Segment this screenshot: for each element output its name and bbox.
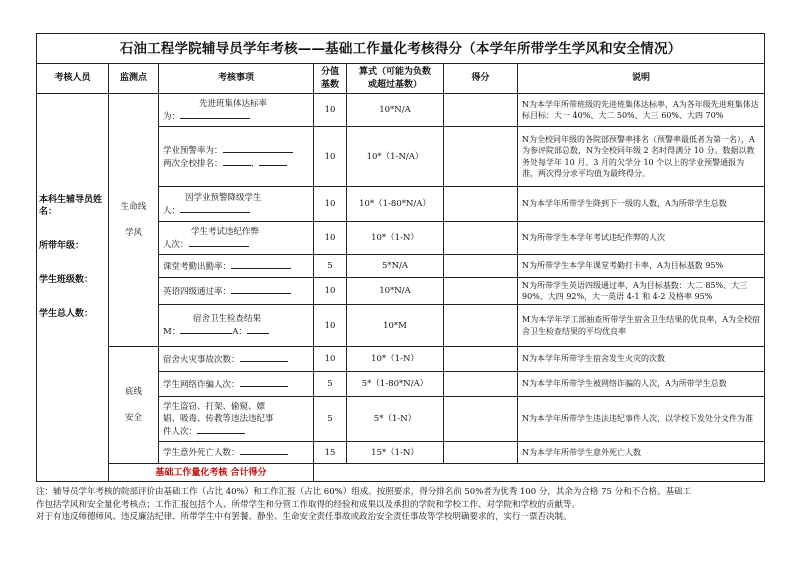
fill-blank[interactable]: [231, 260, 291, 269]
monitor-label: 学风: [124, 228, 142, 238]
fill-blank[interactable]: [223, 157, 251, 166]
item-text: 娼、吸毒、传教等违法违纪事: [163, 413, 274, 424]
item-text: 学生盗窃、打架、偷窥、嫖: [163, 401, 266, 412]
item-cell: [159, 222, 314, 255]
monitor-label: 底线: [124, 387, 142, 397]
fill-blank[interactable]: [247, 325, 269, 334]
formula-cell: 10*（1-N）: [347, 347, 444, 372]
score-cell[interactable]: [444, 397, 518, 442]
score-cell[interactable]: [444, 127, 518, 187]
fill-blank[interactable]: [240, 446, 288, 455]
fill-blank[interactable]: [180, 325, 232, 334]
formula-cell: 10*（1-80*N/A）: [347, 187, 444, 222]
base-cell: 10: [314, 305, 347, 347]
item-text: A：: [232, 327, 247, 337]
desc-cell: N为本学年所带学生违法违纪事件人次，以学校下发处分文件为准: [518, 397, 765, 442]
assessment-table: [36, 33, 765, 482]
footnote-line: 对于有违反师德师风、违反廉洁纪律、所带学生中有罢餐、静坐、生命安全责任事故或政治安全责任事故等学校明确要求的，实行一票否决制。: [36, 512, 572, 522]
desc-cell: N为本学年所带学生宿舍发生火灾的次数: [518, 347, 765, 372]
monitor-group-study: [109, 94, 159, 347]
item-text: 课堂考勤出勤率：: [163, 261, 232, 272]
formula-cell: 5*N/A: [347, 255, 444, 278]
formula-cell: 5*（1-N）: [347, 397, 444, 442]
item-text: 、: [250, 158, 260, 169]
score-cell[interactable]: [444, 187, 518, 222]
fill-blank[interactable]: [180, 110, 250, 119]
score-cell[interactable]: [444, 442, 518, 464]
desc-cell: N为本学年所带学生被网络诈骗的人次，A为所带学生总数: [518, 372, 765, 397]
item-text: 件人次：: [163, 426, 198, 437]
item-cell: [159, 255, 314, 278]
item-cell: [159, 372, 314, 397]
desc-cell: N为本学年所带学生意外死亡人数: [518, 442, 765, 464]
score-cell[interactable]: [444, 94, 518, 127]
grade-field[interactable]: 所带年级：: [39, 241, 85, 251]
item-text: 学业预警率为：: [163, 145, 223, 156]
total-label: 基础工作量化考核 合计得分: [109, 464, 314, 482]
fill-blank[interactable]: [189, 238, 249, 247]
formula-cell: 10*M: [347, 305, 444, 347]
item-text: 宿舍火灾事故次数：: [163, 354, 240, 365]
monitor-group-safety: [109, 347, 159, 464]
header-person: 考核人员: [37, 64, 109, 94]
item-cell: [159, 127, 314, 187]
score-cell[interactable]: [444, 278, 518, 305]
base-cell: 10: [314, 278, 347, 305]
monitor-label: 安全: [124, 413, 142, 423]
base-cell: 15: [314, 442, 347, 464]
assessment-sheet: [36, 33, 764, 524]
fill-blank[interactable]: [197, 425, 245, 434]
header-formula-line1: 算式（可能为负数: [358, 66, 431, 77]
header-score: 得分: [444, 64, 518, 94]
header-base-line1: 分值: [320, 66, 339, 77]
footnote-line: 注：辅导员学年考核的院部评价由基础工作（占比 40%）和工作汇报（占比 60%）组成。按照要求，得分排名前 50%者为优秀 100 分，其余为合格 75 分和不合格。基础工: [36, 487, 692, 497]
score-cell[interactable]: [444, 372, 518, 397]
formula-cell: 10*N/A: [347, 94, 444, 127]
header-formula-line2: 或超过基数）: [367, 79, 422, 90]
total-row: [37, 464, 765, 482]
page-title: 石油工程学院辅导员学年考核——基础工作量化考核得分（本学年所带学生学风和安全情况）: [37, 34, 765, 64]
desc-cell: N为所带学生本学年课堂考勤打卡率，A为目标基数 95%: [518, 255, 765, 278]
fill-blank[interactable]: [240, 378, 288, 387]
base-cell: 5: [314, 372, 347, 397]
desc-cell: N为本学年所带班级的先进班集体达标率，A为各年级先进班集体达标目标：大一 40%、大二 50%、大三 60%、大四 70%: [518, 94, 765, 127]
formula-cell: 10*（1-N）: [347, 222, 444, 255]
header-base-line2: 基数: [320, 79, 339, 90]
score-cell[interactable]: [444, 255, 518, 278]
table-row: [37, 347, 765, 372]
item-cell: [159, 94, 314, 127]
header-desc: 说明: [518, 64, 765, 94]
item-text: 人次：: [163, 239, 189, 250]
score-cell[interactable]: [444, 222, 518, 255]
score-cell[interactable]: [444, 347, 518, 372]
base-cell: 10: [314, 187, 347, 222]
desc-cell: N为所带学生本学年考试违纪作弊的人次: [518, 222, 765, 255]
fill-blank[interactable]: [231, 285, 291, 294]
table-row: [37, 94, 765, 127]
item-text: 宿舍卫生检查结果: [193, 314, 262, 324]
formula-cell: 10*（1-N/A）: [347, 127, 444, 187]
fill-blank[interactable]: [180, 204, 250, 213]
item-cell: [159, 305, 314, 347]
item-text: 英语四级通过率：: [163, 286, 232, 297]
item-cell: [159, 442, 314, 464]
desc-cell: M为本学年学工部抽查所带学生宿舍卫生结果的优良率，A为全校宿舍卫生检查结果的平均优良率: [518, 305, 765, 347]
score-cell[interactable]: [444, 305, 518, 347]
item-cell: [159, 187, 314, 222]
item-text: 学生意外死亡人数：: [163, 448, 240, 458]
monitor-label: 生命线: [120, 202, 147, 212]
fill-blank[interactable]: [240, 353, 288, 362]
header-base: [314, 64, 347, 94]
base-cell: 10: [314, 94, 347, 127]
item-text: M：: [163, 327, 181, 337]
class-count-field[interactable]: 学生班级数：: [39, 275, 94, 285]
formula-cell: 5*（1-80*N/A）: [347, 372, 444, 397]
desc-cell: N为本学年所带学生降到下一级的人数，A为所带学生总数: [518, 187, 765, 222]
item-text: 学生网络诈骗人次：: [163, 379, 240, 390]
header-item: 考核事项: [159, 64, 314, 94]
item-text: 两次全校排名：: [163, 158, 223, 169]
student-total-field[interactable]: 学生总人数：: [39, 309, 94, 319]
item-text: 学生考试违纪作弊: [191, 226, 260, 237]
desc-cell: N为所带学生英语四级通过率，A为目标基数：大二 85%、大三 90%、大四 92%，大一英语 4-1 和 4-2 及格率 95%: [518, 278, 765, 305]
item-text: 先进班集体达标率: [199, 98, 268, 109]
header-monitor: 监测点: [109, 64, 159, 94]
item-cell: [159, 347, 314, 372]
item-text: 为：: [163, 111, 181, 122]
item-cell: [159, 278, 314, 305]
header-formula: [347, 64, 444, 94]
base-cell: 5: [314, 397, 347, 442]
formula-cell: 10*N/A: [347, 278, 444, 305]
person-info-cell: [37, 94, 109, 482]
footnote: [36, 486, 764, 524]
item-text: 人：: [163, 205, 181, 216]
desc-cell: N为全校同年级的各院部预警率排名（预警率最低者为第一名），A为参评院部总数，N为全校同年级 2 名时得满分 10 分。数据以教务处每学年 10 月、3 月的欠学分 10 个以上的学业预警通报为准，两次得分求平均值为最终得分。: [518, 127, 765, 187]
fill-blank[interactable]: [259, 157, 287, 166]
item-cell: [159, 397, 314, 442]
base-cell: 5: [314, 255, 347, 278]
advisor-name-field[interactable]: 本科生辅导员姓名：: [39, 195, 103, 217]
formula-cell: 15*（1-N）: [347, 442, 444, 464]
total-score-cell[interactable]: [314, 464, 765, 482]
footnote-line: 作包括学风和安全量化考核点；工作汇报包括个人、所带学生和分管工作取得的经验和成果以及承担的学院和学校工作、对学院和学校的贡献等。: [36, 499, 581, 510]
base-cell: 10: [314, 127, 347, 187]
fill-blank[interactable]: [223, 144, 293, 153]
base-cell: 10: [314, 347, 347, 372]
item-text: 因学业预警降级学生: [185, 192, 262, 203]
base-cell: 10: [314, 222, 347, 255]
header-row: [37, 64, 765, 94]
